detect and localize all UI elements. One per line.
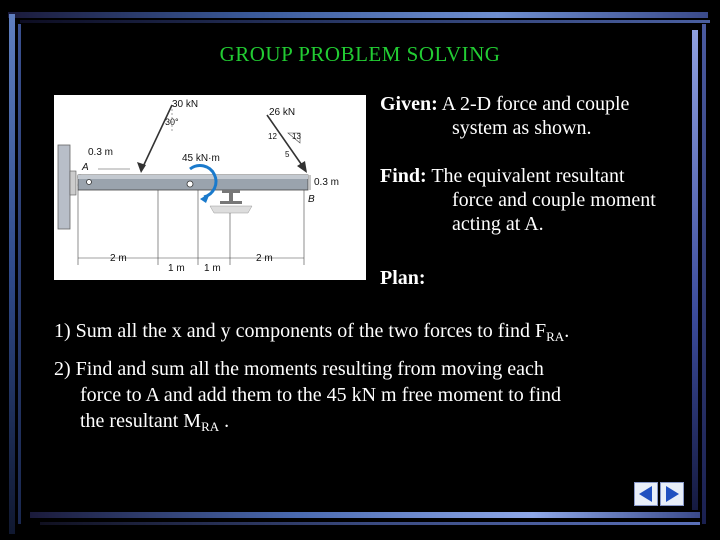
step-1-suffix: . — [564, 320, 570, 342]
label-dim-top: 0.3 m — [88, 147, 114, 158]
label-force-26kn: 26 kN — [269, 107, 296, 118]
label-dim-1m-a: 1 m — [168, 263, 185, 274]
step-2 — [54, 356, 694, 440]
slide-nav — [634, 482, 686, 506]
label-dim-2m-right: 2 m — [256, 253, 273, 264]
plan-block — [380, 266, 426, 290]
label-point-a: A — [82, 162, 89, 173]
find-label: Find: — [380, 165, 427, 187]
label-angle-30: 30° — [165, 117, 179, 127]
plan-label: Plan: — [380, 267, 426, 289]
step-1-subscript: RA — [546, 329, 565, 344]
frame-top-bar-inner — [20, 20, 710, 23]
step-2-line2: force to A and add them to the 45 kN m free moment to find — [80, 384, 561, 406]
frame-bottom-bar — [30, 512, 700, 518]
given-line2: system as shown. — [452, 117, 592, 139]
label-dim-right: 0.3 m — [314, 177, 340, 188]
beam-figure — [54, 95, 366, 280]
label-slope-5: 5 — [285, 150, 290, 159]
find-line2: force and couple moment — [452, 189, 656, 211]
step-2-line3: the resultant M — [80, 410, 202, 432]
frame-bottom-bar-inner — [40, 522, 700, 525]
prev-slide-button[interactable] — [634, 482, 658, 506]
given-label: Given: — [380, 93, 438, 115]
frame-left-bar-inner — [18, 24, 21, 524]
frame-right-bar-inner — [702, 24, 706, 524]
prev-slide-icon — [637, 485, 655, 503]
next-slide-button[interactable] — [660, 482, 684, 506]
next-slide-icon — [663, 485, 681, 503]
label-moment-45: 45 kN·m — [182, 153, 220, 164]
label-slope-12: 12 — [268, 132, 277, 141]
step-2-subscript: RA — [201, 419, 220, 434]
given-block — [380, 92, 700, 140]
label-point-b: B — [308, 194, 315, 205]
find-line1: The equivalent resultant — [426, 165, 625, 187]
step-1-text: 1) Sum all the x and y components of the two forces to find F — [54, 320, 547, 342]
slide-title: GROUP PROBLEM SOLVING — [219, 42, 501, 66]
label-slope-13: 13 — [292, 132, 301, 141]
find-line3: acting at A. — [452, 213, 544, 235]
step-2-suffix: . — [219, 410, 230, 432]
force-30kn-arrow — [141, 105, 172, 171]
label-dim-2m-left: 2 m — [110, 253, 127, 264]
plan-steps — [54, 318, 694, 446]
frame-left-bar — [9, 14, 15, 534]
step-2-line1: 2) Find and sum all the moments resulting from moving each — [54, 358, 544, 380]
frame-top-bar — [8, 12, 708, 18]
step-1 — [54, 318, 694, 350]
label-dim-1m-b: 1 m — [204, 263, 221, 274]
find-block — [380, 164, 700, 236]
given-line1: A 2-D force and couple — [437, 93, 630, 115]
wall-support — [58, 145, 70, 229]
label-force-30kn: 30 kN — [172, 99, 199, 110]
